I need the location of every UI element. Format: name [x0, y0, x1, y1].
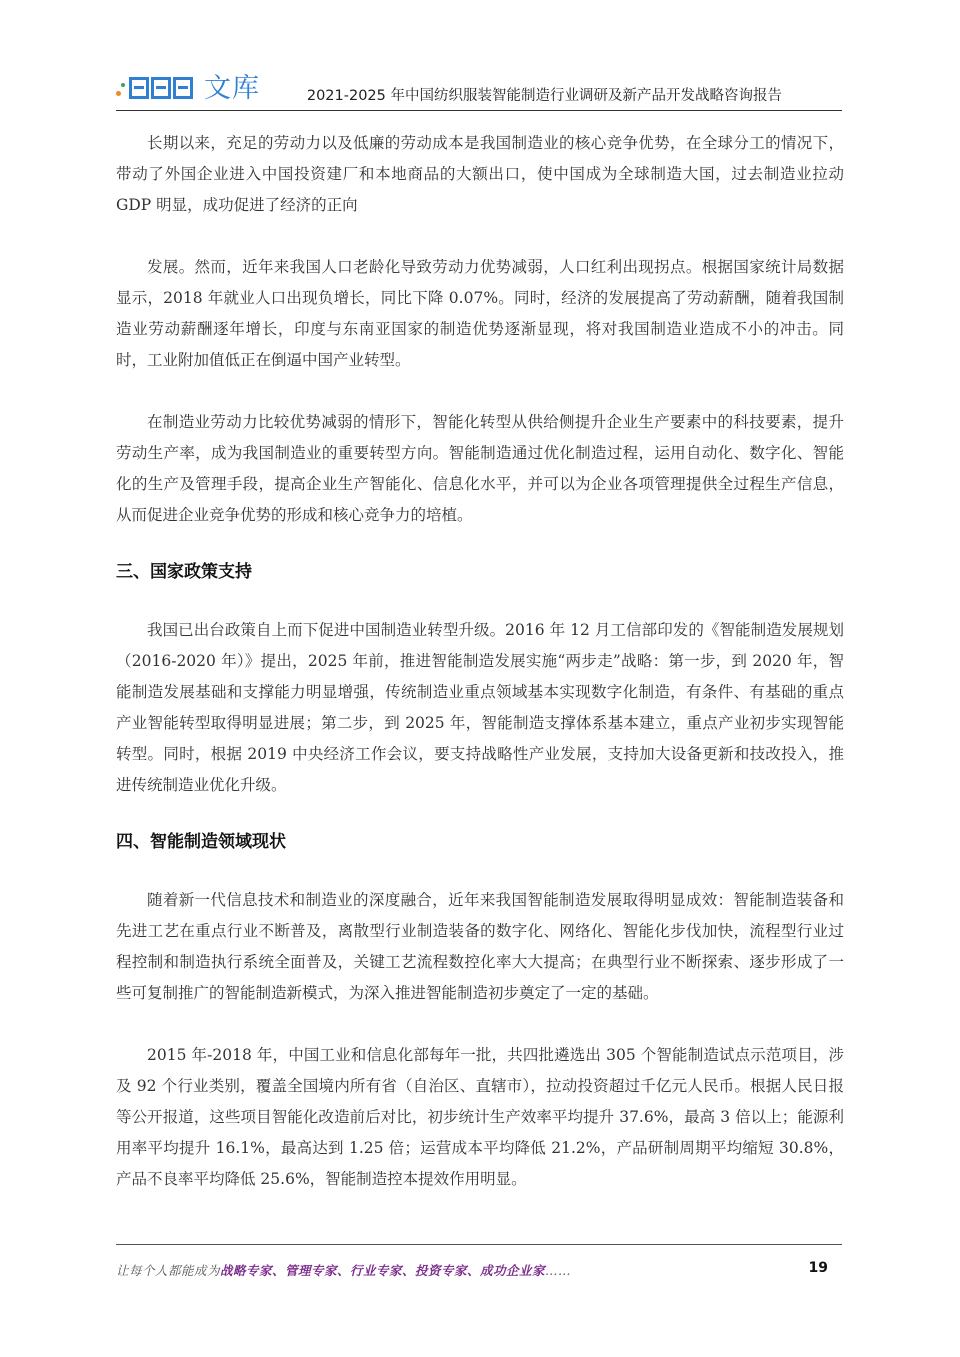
- footer-slogan: [116, 1261, 571, 1279]
- paragraph-2: 发展。然而，近年来我国人口老龄化导致劳动力优势减弱，人口红利出现拐点。根据国家统计局数据显示，2018 年就业人口出现负增长，同比下降 0.07%。同时，经济的发展提高了劳动薪酬，随着我国制造业劳动薪酬逐年增长，印度与东南亚国家的制造优势逐渐显现，将对我国制造业造成不小的冲击。同时，工业附加值低正在倒逼中国产业转型。: [116, 258, 844, 369]
- paragraph-6: 2015 年-2018 年，中国工业和信息化部每年一批，共四批遴选出 305 个智能制造试点示范项目，涉及 92 个行业类别，覆盖全国境内所有省（自治区、直辖市），拉动投资超过千亿元人民币。根据人民日报等公开报道，这些项目智能化改造前后对比，初步统计生产效率平均提升 37.6%，最高 3 倍以上；能源利用率平均提升 16.1%，最高达到 1.25 倍；运营成本平均降低 21.2%，产品研制周期平均缩短 30.8%，产品不良率平均降低 25.6%，智能制造控本提效作用明显。: [116, 1046, 844, 1188]
- paragraph-1: 长期以来，充足的劳动力以及低廉的劳动成本是我国制造业的核心竞争优势，在全球分工的情况下，带动了外国企业进入中国投资建厂和本地商品的大额出口，使中国成为全球制造大国，过去制造业拉动 GDP 明显，成功促进了经济的正向: [116, 134, 844, 214]
- paragraph-5: 随着新一代信息技术和制造业的深度融合，近年来我国智能制造发展取得明显成效：智能制造装备和先进工艺在重点行业不断普及，离散型行业制造装备的数字化、网络化、智能化步伐加快，流程型行业过程控制和制造执行系统全面普及，关键工艺流程数控化率大大提高；在典型行业不断探索、逐步形成了一些可复制推广的智能制造新模式，为深入推进智能制造初步奠定了一定的基础。: [116, 891, 844, 1002]
- page-number: 19: [808, 1260, 828, 1276]
- report-title: 2021-2025 年中国纺织服装智能制造行业调研及新产品开发战略咨询报告: [306, 88, 782, 104]
- section-heading-3: 三、国家政策支持: [116, 562, 252, 582]
- logo-text: 文库: [204, 72, 260, 104]
- page-footer: [116, 1244, 842, 1285]
- logo-dots: [116, 78, 126, 98]
- paragraph-3: 在制造业劳动力比较优势减弱的情形下，智能化转型从供给侧提升企业生产要素中的科技要素，提升劳动生产率，成为我国制造业的重要转型方向。智能制造通过优化制造过程，运用自动化、数字化、智能化的生产及管理手段，提高企业生产智能化、信息化水平，并可以为企业各项管理提供全过程生产信息，从而促进企业竞争优势的形成和核心竞争力的培植。: [116, 413, 844, 524]
- logo: [116, 70, 260, 106]
- paragraph-4: 我国已出台政策自上而下促进中国制造业转型升级。2016 年 12 月工信部印发的《智能制造发展规划（2016-2020 年）》提出，2025 年前，推进智能制造发展实施“两步走”战略：第一步，到 2020 年，智能制造发展基础和支撑能力明显增强，传统制造业重点领域基本实现数字化制造，有条件、有基础的重点产业智能转型取得明显进展；第二步，到 2025 年，智能制造支撑体系基本建立，重点产业初步实现智能转型。同时，根据 2019 中央经济工作会议，要支持战略性产业发展，支持加大设备更新和技改投入，推进传统制造业优化升级。: [116, 621, 844, 794]
- footer-suffix: ……: [545, 1263, 572, 1278]
- footer-prefix: 让每个人都能成为: [116, 1263, 221, 1278]
- page-header: [116, 66, 842, 111]
- document-body: [116, 128, 844, 1195]
- footer-highlight: 战略专家、管理专家、行业专家、投资专家、成功企业家: [220, 1263, 546, 1278]
- logo-mark: [129, 77, 193, 99]
- section-heading-4: 四、智能制造领域现状: [116, 832, 286, 852]
